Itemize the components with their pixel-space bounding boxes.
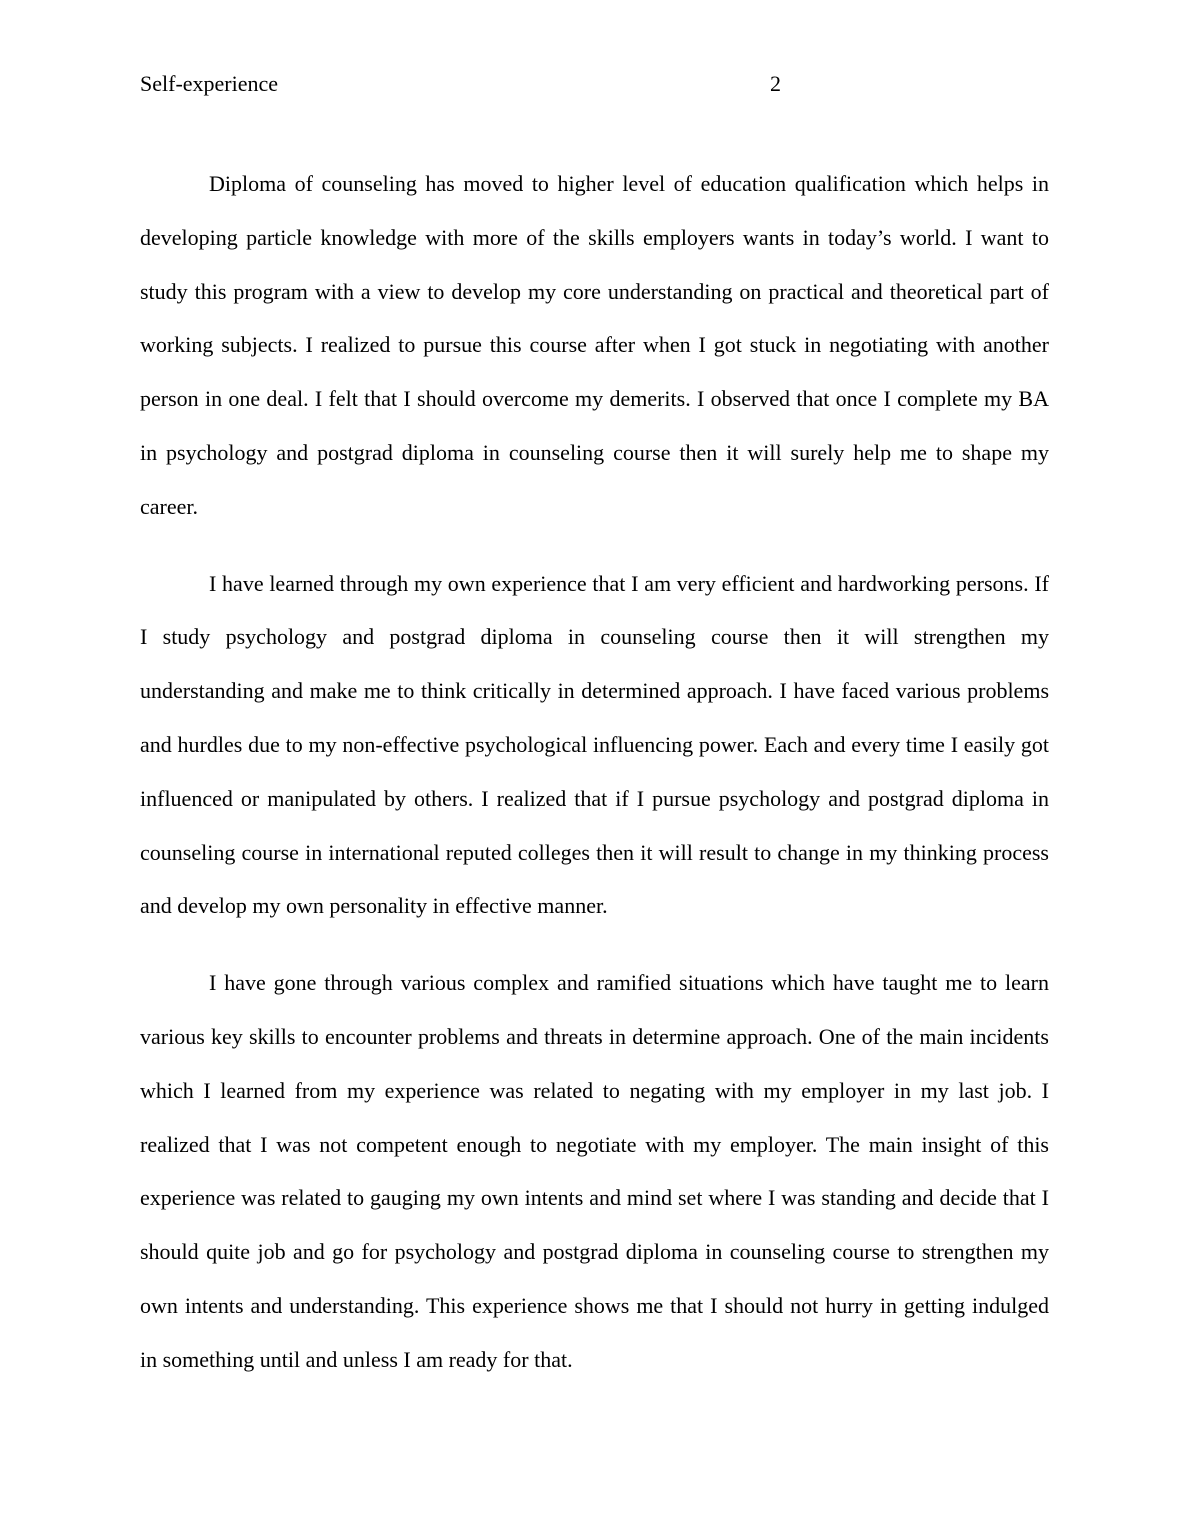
page-number: 2 — [770, 71, 781, 96]
running-head: Self-experience — [140, 71, 279, 96]
paragraph-1: Diploma of counseling has moved to higher level of education qualification which helps in developing particle knowledge with more of the skills employers wants in today’s world. I want to study this program with a view to develop my core understanding on practical and theoretical part of working subjects. I realized to pursue this course after when I got stuck in negotiating with another person in one deal. I felt that I should overcome my demerits. I observed that once I complete my BA in psychology and postgrad diploma in counseling course then it will surely help me to shape my career. — [140, 171, 1049, 519]
paragraph-2: I have learned through my own experience that I am very efficient and hardworking persons. If I study psychology and postgrad diploma in counseling course then it will strengthen my understanding and make me to think critically in determined approach. I have faced various problems and hurdles due to my non-effective psychological influencing power. Each and every time I easily got influenced or manipulated by others. I realized that if I pursue psychology and postgrad diploma in counseling course in international reputed colleges then it will result to change in my thinking process and develop my own personality in effective manner. — [140, 570, 1049, 919]
paragraph-3: I have gone through various complex and ramified situations which have taught me to learn various key skills to encounter problems and threats in determine approach. One of the main incidents which I learned from my experience was related to negating with my employer in my last job. I realized that I was not competent enough to negotiate with my employer. The main insight of this experience was related to gauging my own intents and mind set where I was standing and decide that I should quite job and go for psychology and postgrad diploma in counseling course to strengthen my own intents and understanding. This experience shows me that I should not hurry in getting indulged in something until and unless I am ready for that. — [140, 970, 1049, 1372]
document-body — [140, 157, 1049, 1410]
